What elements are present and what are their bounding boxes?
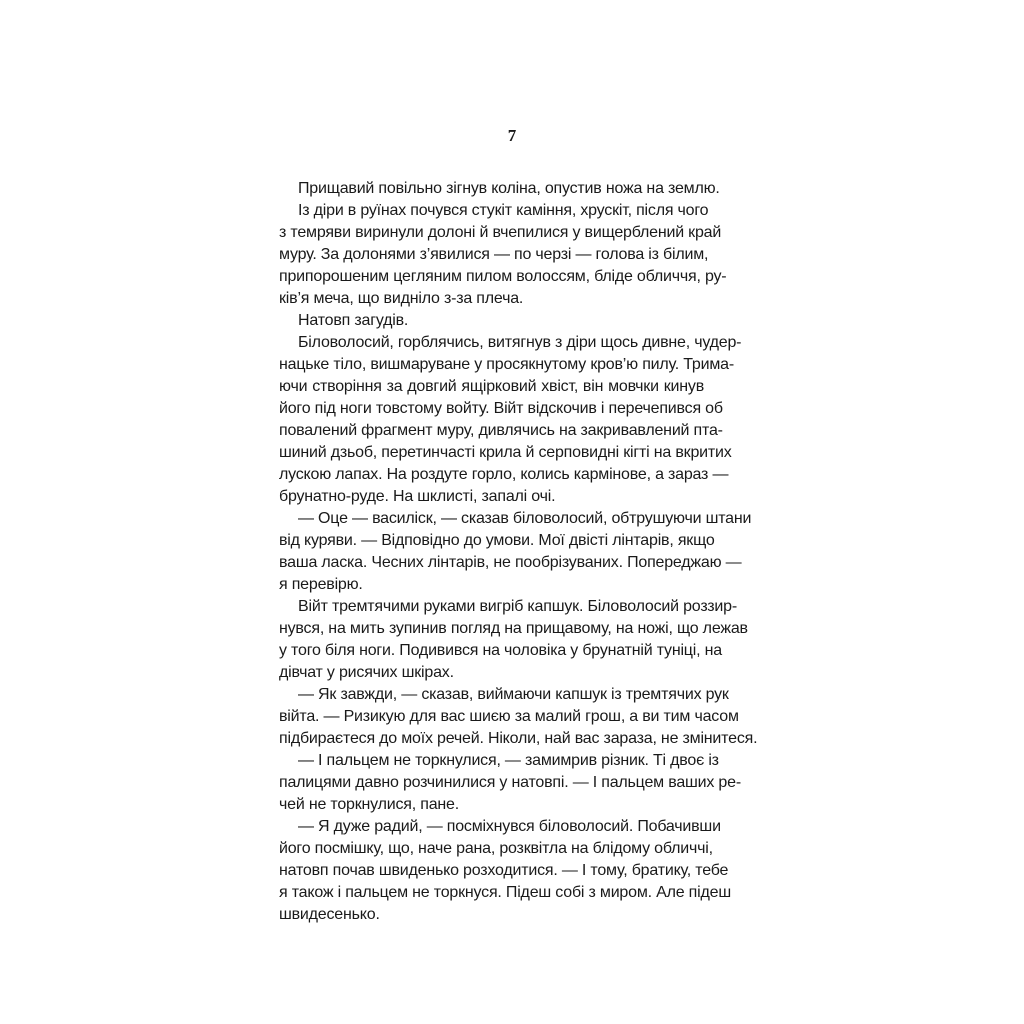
body-text bbox=[279, 178, 758, 926]
text-line: дівчат у рисячих шкірах. bbox=[279, 664, 454, 681]
text-line: шиний дзьоб, перетинчасті крила й серповидні кігті на вкритих bbox=[279, 444, 732, 461]
text-line: я також і пальцем не торкнуся. Підеш собі з миром. Але підеш bbox=[279, 884, 731, 901]
text-line: швидесенько. bbox=[279, 906, 380, 923]
text-line: лускою лапах. На роздуте горло, колись кармінове, а зараз — bbox=[279, 466, 729, 483]
text-line: його посмішку, що, наче рана, розквітла на блідому обличчі, bbox=[279, 840, 713, 857]
text-line: Із діри в руїнах почувся стукіт каміння, хрускіт, після чого bbox=[298, 202, 709, 219]
text-line: Біловолосий, горблячись, витягнув з діри щось дивне, чудер- bbox=[298, 334, 742, 351]
text-line: припорошеним цегляним пилом волоссям, бліде обличчя, ру- bbox=[279, 268, 727, 285]
page-number: 7 bbox=[507, 126, 517, 145]
text-line: я перевірю. bbox=[279, 576, 363, 593]
text-line: у того біля ноги. Подивився на чоловіка у брунатній туніці, на bbox=[279, 642, 722, 659]
text-line: — Я дуже радий, — посміхнувся біловолосий. Побачивши bbox=[298, 818, 721, 835]
text-line: — І пальцем не торкнулися, — замимрив різник. Ті двоє із bbox=[298, 752, 719, 769]
text-line: Прищавий повільно зігнув коліна, опустив ножа на землю. bbox=[298, 180, 720, 197]
text-line: Війт тремтячими руками вигріб капшук. Біловолосий роззир- bbox=[298, 598, 737, 615]
text-line: ваша ласка. Чесних лінтарів, не пообрізуваних. Попереджаю — bbox=[279, 554, 742, 571]
text-line: палицями давно розчинилися у натовпі. — І пальцем ваших ре- bbox=[279, 774, 741, 791]
text-line: — Як завжди, — сказав, виймаючи капшук із тремтячих рук bbox=[298, 686, 729, 703]
text-line: його під ноги товстому войту. Війт відскочив і перечепився об bbox=[279, 400, 723, 417]
text-line: ків’я меча, що видніло з-за плеча. bbox=[279, 290, 524, 307]
text-line: війта. — Ризикую для вас шиєю за малий грош, а ви тим часом bbox=[279, 708, 739, 725]
text-line: брунатно-руде. На шклисті, запалі очі. bbox=[279, 488, 556, 505]
text-line: натовп почав швиденько розходитися. — І тому, братику, тебе bbox=[279, 862, 729, 879]
text-line: муру. За долонями з’явилися — по черзі — голова із білим, bbox=[279, 246, 709, 263]
text-line: від куряви. — Відповідно до умови. Мої двісті лінтарів, якщо bbox=[279, 532, 715, 549]
text-line: — Оце — василіск, — сказав біловолосий, обтрушуючи штани bbox=[298, 510, 752, 527]
text-line: нацьке тіло, вишмаруване у просякнутому кров’ю пилу. Трима- bbox=[279, 356, 734, 373]
text-line: з темряви виринули долоні й вчепилися у вищерблений край bbox=[279, 224, 722, 241]
text-line: повалений фрагмент муру, дивлячись на закривавлений пта- bbox=[279, 422, 723, 439]
text-line: підбираєтеся до моїх речей. Ніколи, най вас зараза, не змінитеся. bbox=[279, 730, 758, 747]
text-line: чей не торкнулися, пане. bbox=[279, 796, 459, 813]
text-line: Натовп загудів. bbox=[298, 312, 409, 329]
text-line: нувся, на мить зупинив погляд на прищавому, на ножі, що лежав bbox=[279, 620, 748, 637]
text-line: ючи створіння за довгий ящірковий хвіст, він мовчки кинув bbox=[279, 378, 704, 395]
